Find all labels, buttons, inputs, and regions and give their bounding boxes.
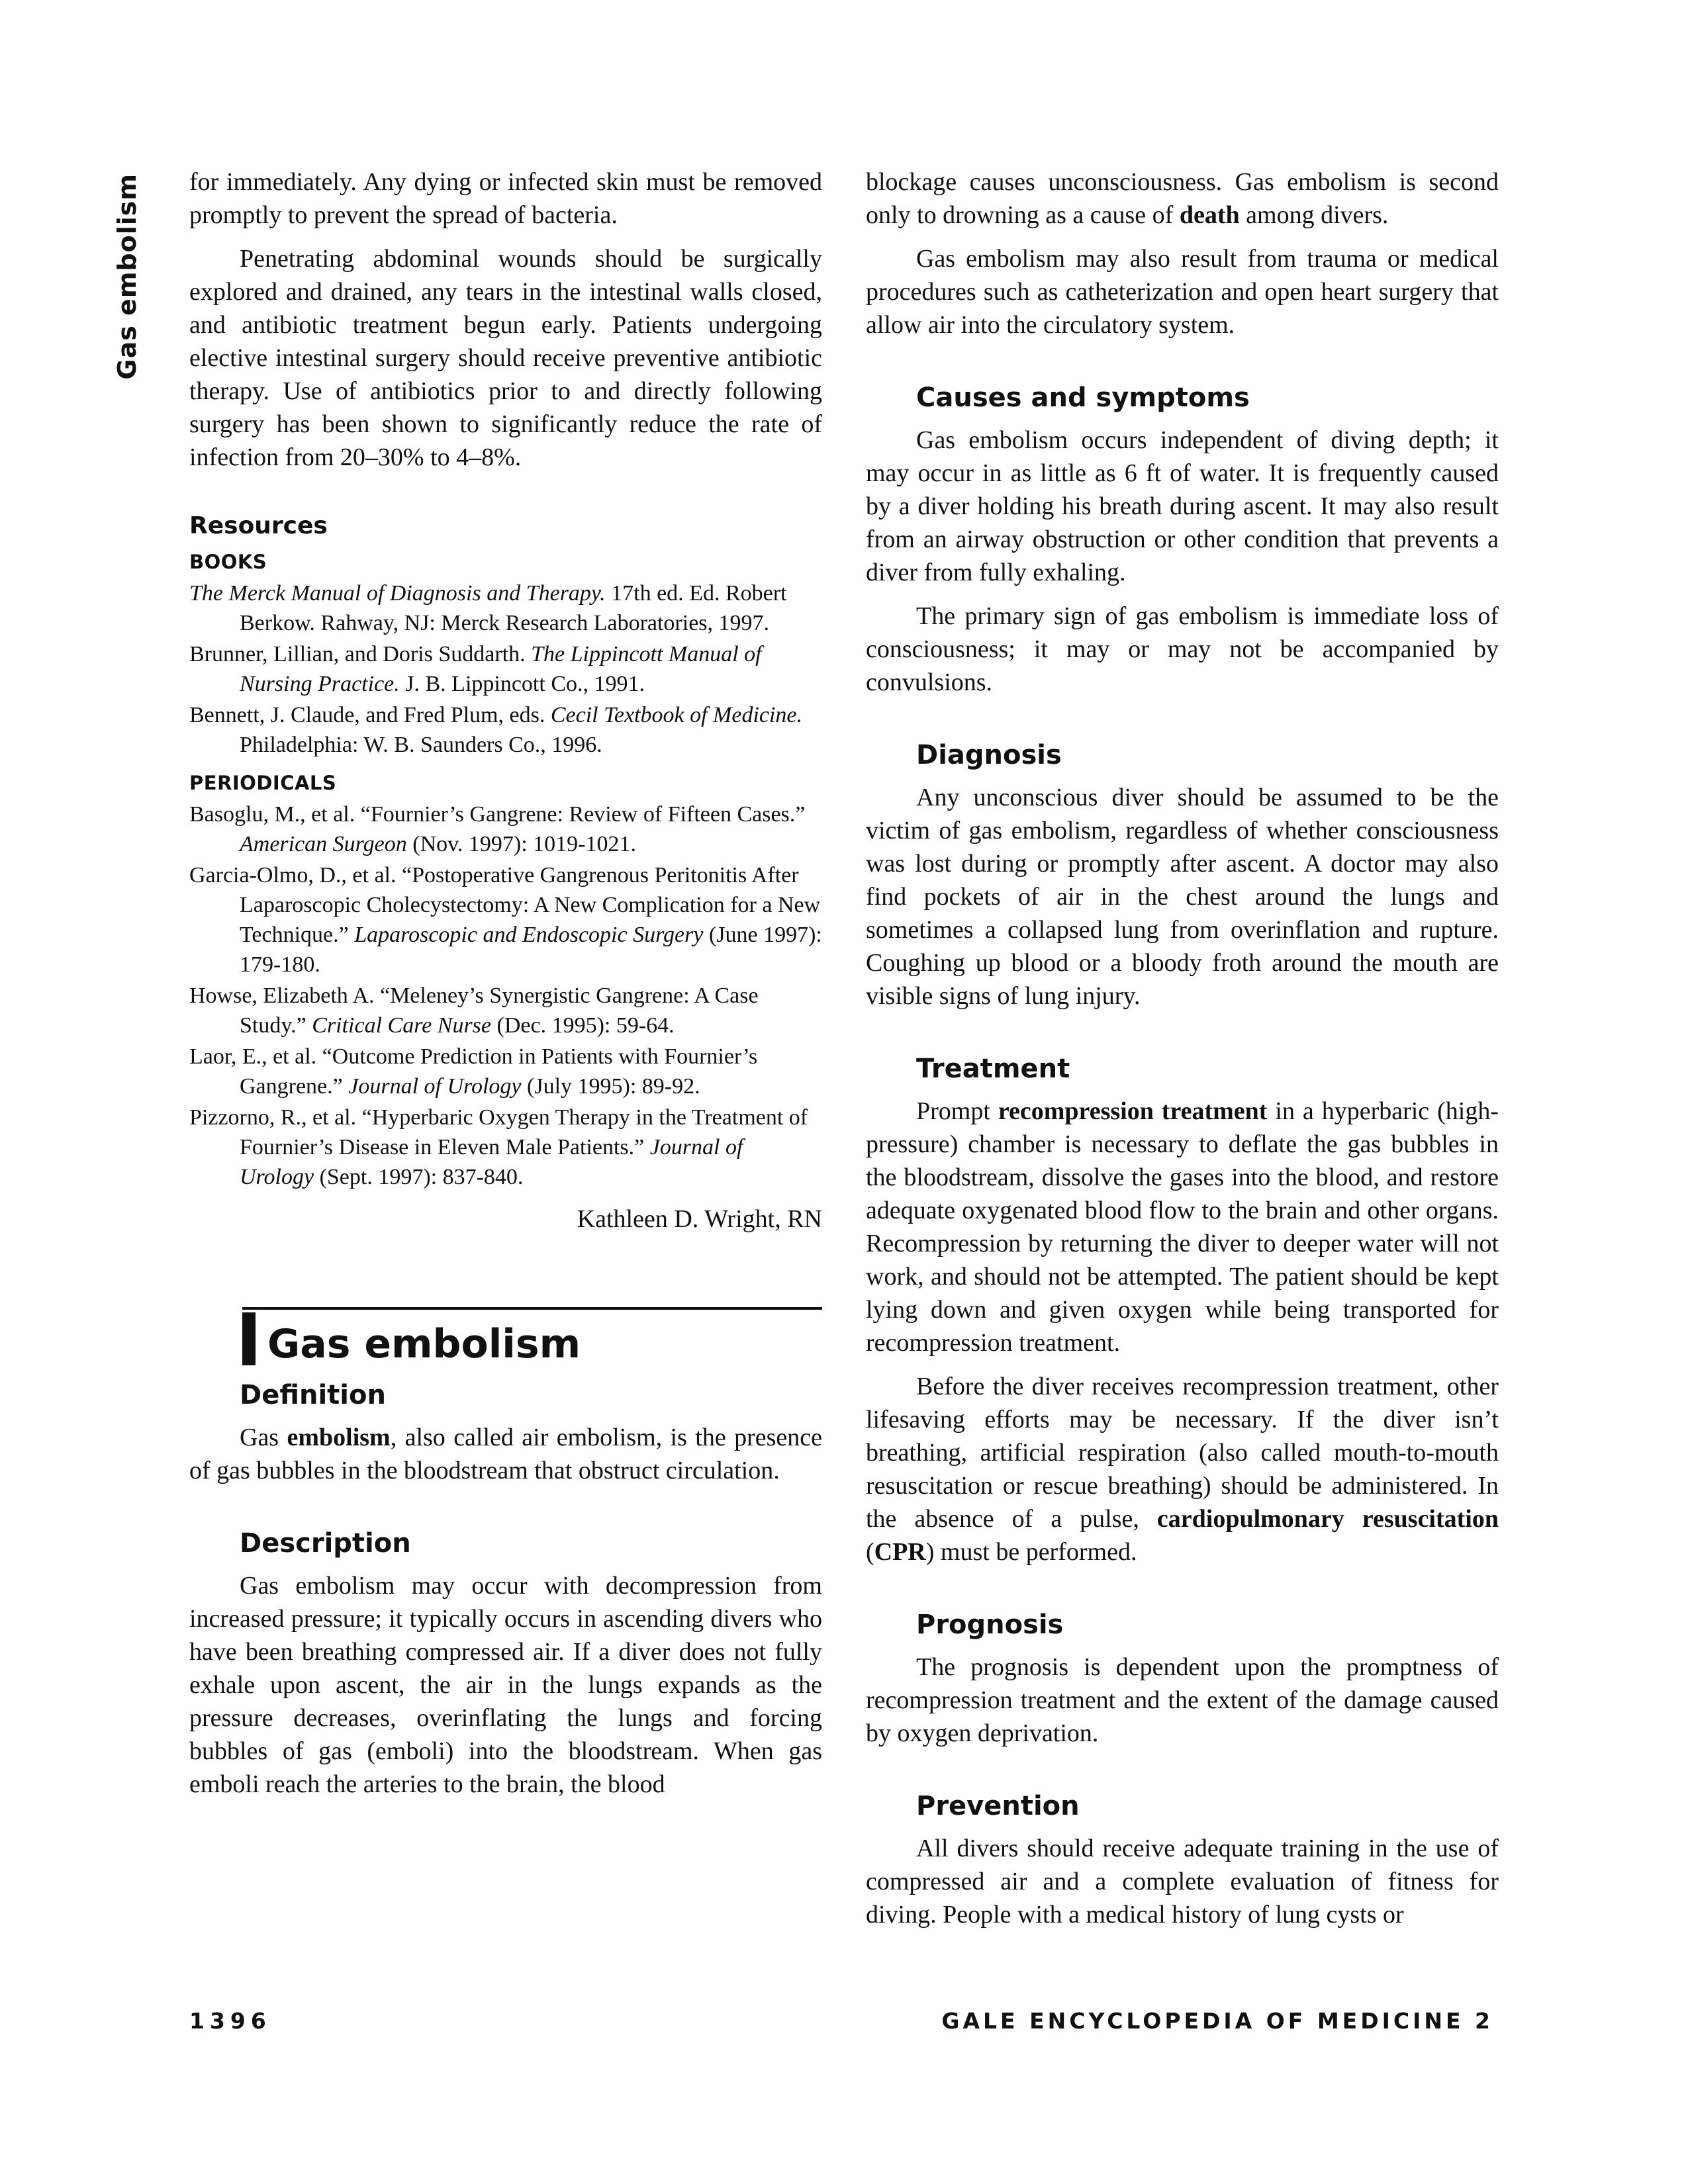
- text-run: Prompt: [916, 1097, 998, 1125]
- entry-marker-bar: [242, 1312, 256, 1365]
- text-run: in a hyperbaric (high-pressure) chamber is necessary to deflate the gas bubbles in the bloodstream, dissolve the gases into the blood, and restore adequate oxygenated blood flow to the brain and other organs. Recompression by returning the diver to deeper water will not work, and should not be attempted. The patient should be kept lying down and given oxygen while being transported for recompression treatment.: [866, 1097, 1499, 1357]
- bold-term: CPR: [874, 1538, 926, 1566]
- definition-heading: Definition: [240, 1380, 386, 1410]
- reference-journal: Laparoscopic and Endoscopic Surgery: [354, 923, 704, 947]
- paragraph: Penetrating abdominal wounds should be surgically explored and drained, any tears in the intestinal walls closed, and antibiotic treatment begun early. Patients undergoing elective intestinal surgery should receive preventive antibiotic therapy. Use of antibiotics prior to and directly following surgery has been shown to significantly reduce the rate of infection from 20–30% to 4–8%.: [189, 245, 822, 471]
- reference-details: (June 1997): 179-180.: [240, 923, 822, 977]
- page-number: 1396: [189, 2008, 271, 2034]
- periodicals-heading: PERIODICALS: [189, 772, 337, 794]
- paragraph: Gas embolism may also result from trauma or medical procedures such as catheterization and open heart surgery that allow air into the circulatory system.: [866, 245, 1499, 339]
- causes-heading: Causes and symptoms: [916, 383, 1250, 413]
- reference-title: The Lippincott Manual of Nursing Practice.: [240, 642, 762, 696]
- reference-details: Philadelphia: W. B. Saunders Co., 1996.: [240, 733, 602, 757]
- books-heading: BOOKS: [189, 551, 267, 573]
- running-side-title: Gas embolism: [113, 173, 142, 380]
- reference-author: Basoglu, M., et al. “Fournier’s Gangrene: Review of Fifteen Cases.”: [189, 802, 806, 827]
- reference-details: (Sept. 1997): 837-840.: [314, 1165, 524, 1189]
- text-run: Before the diver receives recompression treatment, other lifesaving efforts may be necessary. If the diver isn’t breathing, artificial respiration (also called mouth-to-mouth resuscitation or rescue breathing) should be administered. In the absence of a pulse,: [866, 1373, 1499, 1533]
- reference-details: J. B. Lippincott Co., 1991.: [399, 672, 645, 696]
- reference-author: Howse, Elizabeth A. “Meleney’s Synergistic Gangrene: A Case Study.”: [189, 983, 759, 1038]
- paragraph: for immediately. Any dying or infected skin must be removed promptly to prevent the spread of bacteria.: [189, 168, 822, 229]
- text-run: (: [866, 1538, 874, 1566]
- description-heading: Description: [240, 1528, 411, 1559]
- reference-author: Brunner, Lillian, and Doris Suddarth.: [189, 642, 532, 666]
- definition-paragraph: [189, 1421, 822, 1487]
- bold-term: cardiopulmonary resuscitation: [1156, 1505, 1499, 1533]
- reference-author: Pizzorno, R., et al. “Hyperbaric Oxygen Therapy in the Treatment of Fournier’s Disease in Eleven Male Patients.”: [189, 1105, 808, 1160]
- diagnosis-heading: Diagnosis: [916, 740, 1062, 770]
- reference-details: 17th ed. Ed. Robert Berkow. Rahway, NJ: Merck Research Laboratories, 1997.: [240, 581, 787, 635]
- paragraph: Any unconscious diver should be assumed to be the victim of gas embolism, regardless of whether consciousness was lost during or promptly after ascent. A doctor may also find pockets of air in the chest around the lungs and sometimes a collapsed lung from overinflation and rupture. Coughing up blood or a bloody froth around the mouth are visible signs of lung injury.: [866, 784, 1499, 1010]
- reference-details: (Dec. 1995): 59-64.: [491, 1013, 675, 1038]
- bold-term: recompression treatment: [998, 1097, 1268, 1125]
- reference-item: [189, 860, 822, 979]
- reference-item: [189, 981, 822, 1040]
- paragraph: Gas embolism occurs independent of diving depth; it may occur in as little as 6 ft of water. It is frequently caused by a diver holding his breath during ascent. It may also result from an airway obstruction or other condition that prevents a diver from fully exhaling.: [866, 426, 1499, 586]
- text-run: Gas: [240, 1424, 287, 1451]
- reference-item: [189, 639, 822, 699]
- reference-item: [189, 799, 822, 859]
- prevention-heading: Prevention: [916, 1791, 1080, 1821]
- entry-header: [189, 1307, 822, 1371]
- running-footer-title: GALE ENCYCLOPEDIA OF MEDICINE 2: [941, 2008, 1493, 2034]
- reference-author: Laor, E., et al. “Outcome Prediction in Patients with Fournier’s Gangrene.”: [189, 1044, 758, 1099]
- reference-journal: Journal of Urology: [240, 1135, 743, 1189]
- reference-item: [189, 700, 822, 760]
- text-run: ) must be performed.: [925, 1538, 1137, 1566]
- reference-item: [189, 1103, 822, 1192]
- reference-item: [189, 1042, 822, 1101]
- reference-author: Garcia-Olmo, D., et al. “Postoperative Gangrenous Peritonitis After Laparoscopic Cholecystectomy: A New Complication for a New Technique.”: [189, 863, 821, 947]
- treatment-heading: Treatment: [916, 1054, 1070, 1084]
- paragraph: The primary sign of gas embolism is immediate loss of consciousness; it may or may not be accompanied by convulsions.: [866, 602, 1499, 696]
- paragraph: [866, 1095, 1499, 1359]
- bold-term: death: [1179, 201, 1240, 229]
- text-run: , also called air embolism, is the presence of gas bubbles in the bloodstream that obstruct circulation.: [189, 1424, 822, 1484]
- paragraph: The prognosis is dependent upon the promptness of recompression treatment and the extent of the damage caused by oxygen deprivation.: [866, 1653, 1499, 1747]
- reference-item: [189, 578, 822, 638]
- article-author: Kathleen D. Wright, RN: [577, 1205, 822, 1233]
- reference-title: Cecil Textbook of Medicine.: [550, 703, 803, 727]
- text-run: among divers.: [1239, 201, 1389, 229]
- left-column: [189, 165, 822, 1811]
- resources-heading: Resources: [189, 512, 328, 539]
- paragraph: All divers should receive adequate training in the use of compressed air and a complete evaluation of fitness for diving. People with a medical history of lung cysts or: [866, 1835, 1499, 1929]
- paragraph: [866, 165, 1499, 232]
- entry-title: Gas embolism: [267, 1321, 581, 1367]
- reference-title: The Merck Manual of Diagnosis and Therapy.: [189, 581, 606, 606]
- reference-journal: Critical Care Nurse: [312, 1013, 492, 1038]
- bold-term: embolism: [287, 1424, 391, 1451]
- reference-details: (July 1995): 89-92.: [521, 1074, 700, 1099]
- reference-details: (Nov. 1997): 1019-1021.: [406, 832, 637, 856]
- entry-title-wrap: [242, 1310, 822, 1371]
- reference-journal: American Surgeon: [240, 832, 407, 856]
- paragraph: [866, 1370, 1499, 1569]
- prognosis-heading: Prognosis: [916, 1610, 1064, 1640]
- text-run: blockage causes unconsciousness. Gas embolism is second only to drowning as a cause of: [866, 168, 1499, 229]
- reference-author: Bennett, J. Claude, and Fred Plum, eds.: [189, 703, 551, 727]
- reference-journal: Journal of Urology: [348, 1074, 522, 1099]
- description-paragraph: Gas embolism may occur with decompression from increased pressure; it typically occurs in ascending divers who have been breathing compressed air. If a diver does not fully exhale upon ascent, the air in the lungs expands as the pressure decreases, overinflating the lungs and forcing bubbles of gas (emboli) into the bloodstream. When gas emboli reach the arteries to the brain, the blood: [189, 1572, 822, 1798]
- right-column: [866, 165, 1499, 1942]
